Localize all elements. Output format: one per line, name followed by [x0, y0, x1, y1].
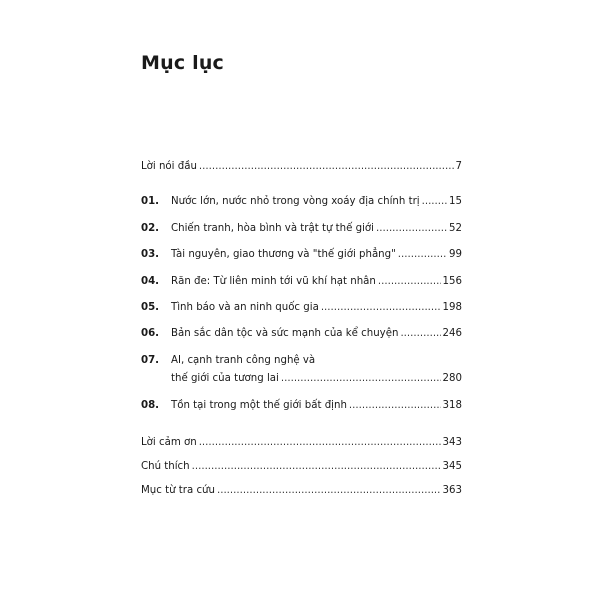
toc-entry-page: 345	[442, 461, 462, 472]
chapter-number: 08.	[141, 400, 160, 411]
dot-leader	[422, 195, 447, 209]
dot-leader	[400, 327, 440, 341]
toc-entry-label: Bản sắc dân tộc và sức mạnh của kể chuyện	[171, 328, 399, 339]
toc-entry-page: 343	[442, 437, 462, 448]
chapter-number: 01.	[141, 196, 160, 207]
toc-entry-chapter-07-line-1	[141, 354, 462, 368]
toc-entry-label: Lời cảm ơn	[141, 437, 197, 448]
chapter-number: 02.	[141, 223, 160, 234]
dot-leader	[376, 222, 447, 236]
toc-entry-label: Chú thích	[141, 461, 190, 472]
dot-leader	[398, 248, 447, 262]
toc-entry-page: 198	[442, 302, 462, 313]
toc-entry-preface	[141, 160, 462, 174]
dot-leader	[321, 301, 441, 315]
toc-entry-label: Mục từ tra cứu	[141, 485, 215, 496]
chapter-number: 04.	[141, 276, 160, 287]
chapter-number: 06.	[141, 328, 160, 339]
toc-entry-page: 246	[442, 328, 462, 339]
toc-entry-label: Tài nguyên, giao thương và "thế giới phẳng"	[171, 249, 396, 260]
toc-entry-page: 318	[442, 400, 462, 411]
toc-entry-acknowledgements	[141, 436, 462, 450]
dot-leader	[192, 460, 441, 474]
page-title: Mục lục	[141, 52, 225, 74]
toc-entry-chapter-01	[141, 195, 462, 209]
toc-entry-label: Tồn tại trong một thế giới bất định	[171, 400, 347, 411]
toc-entry-page: 363	[442, 485, 462, 496]
toc-entry-label: thế giới của tương lai	[171, 373, 279, 384]
toc-entry-page: 99	[449, 249, 462, 260]
dot-leader	[281, 372, 441, 386]
toc-entry-label: Chiến tranh, hòa bình và trật tự thế giới	[171, 223, 374, 234]
toc-entry-page: 52	[449, 223, 462, 234]
toc-entry-page: 156	[442, 276, 462, 287]
dot-leader	[217, 484, 441, 498]
toc-entry-notes	[141, 460, 462, 474]
toc-entry-label: Nước lớn, nước nhỏ trong vòng xoáy địa chính trị	[171, 196, 420, 207]
dot-leader	[378, 275, 441, 289]
chapter-number: 05.	[141, 302, 160, 313]
toc-entry-chapter-08	[141, 399, 462, 413]
toc-entry-chapter-02	[141, 222, 462, 236]
toc-entry-page: 15	[449, 196, 462, 207]
dot-leader	[199, 160, 454, 174]
toc-entry-label-line-1: AI, cạnh tranh công nghệ và	[171, 355, 316, 366]
dot-leader	[349, 399, 441, 413]
chapter-number: 03.	[141, 249, 160, 260]
toc-entry-index	[141, 484, 462, 498]
toc-entry-page: 280	[442, 373, 462, 384]
toc-entry-label: Răn đe: Từ liên minh tới vũ khí hạt nhân	[171, 276, 376, 287]
toc-entry-chapter-07	[141, 372, 462, 386]
toc-entry-chapter-05	[141, 301, 462, 315]
toc-entry-chapter-03	[141, 248, 462, 262]
toc-entry-label: Lời nói đầu	[141, 161, 197, 172]
dot-leader	[199, 436, 441, 450]
toc-entry-chapter-06	[141, 327, 462, 341]
toc-entry-label: Tình báo và an ninh quốc gia	[171, 302, 319, 313]
chapter-number: 07.	[141, 355, 160, 366]
toc-entry-chapter-04	[141, 275, 462, 289]
toc-entry-page: 7	[455, 161, 462, 172]
